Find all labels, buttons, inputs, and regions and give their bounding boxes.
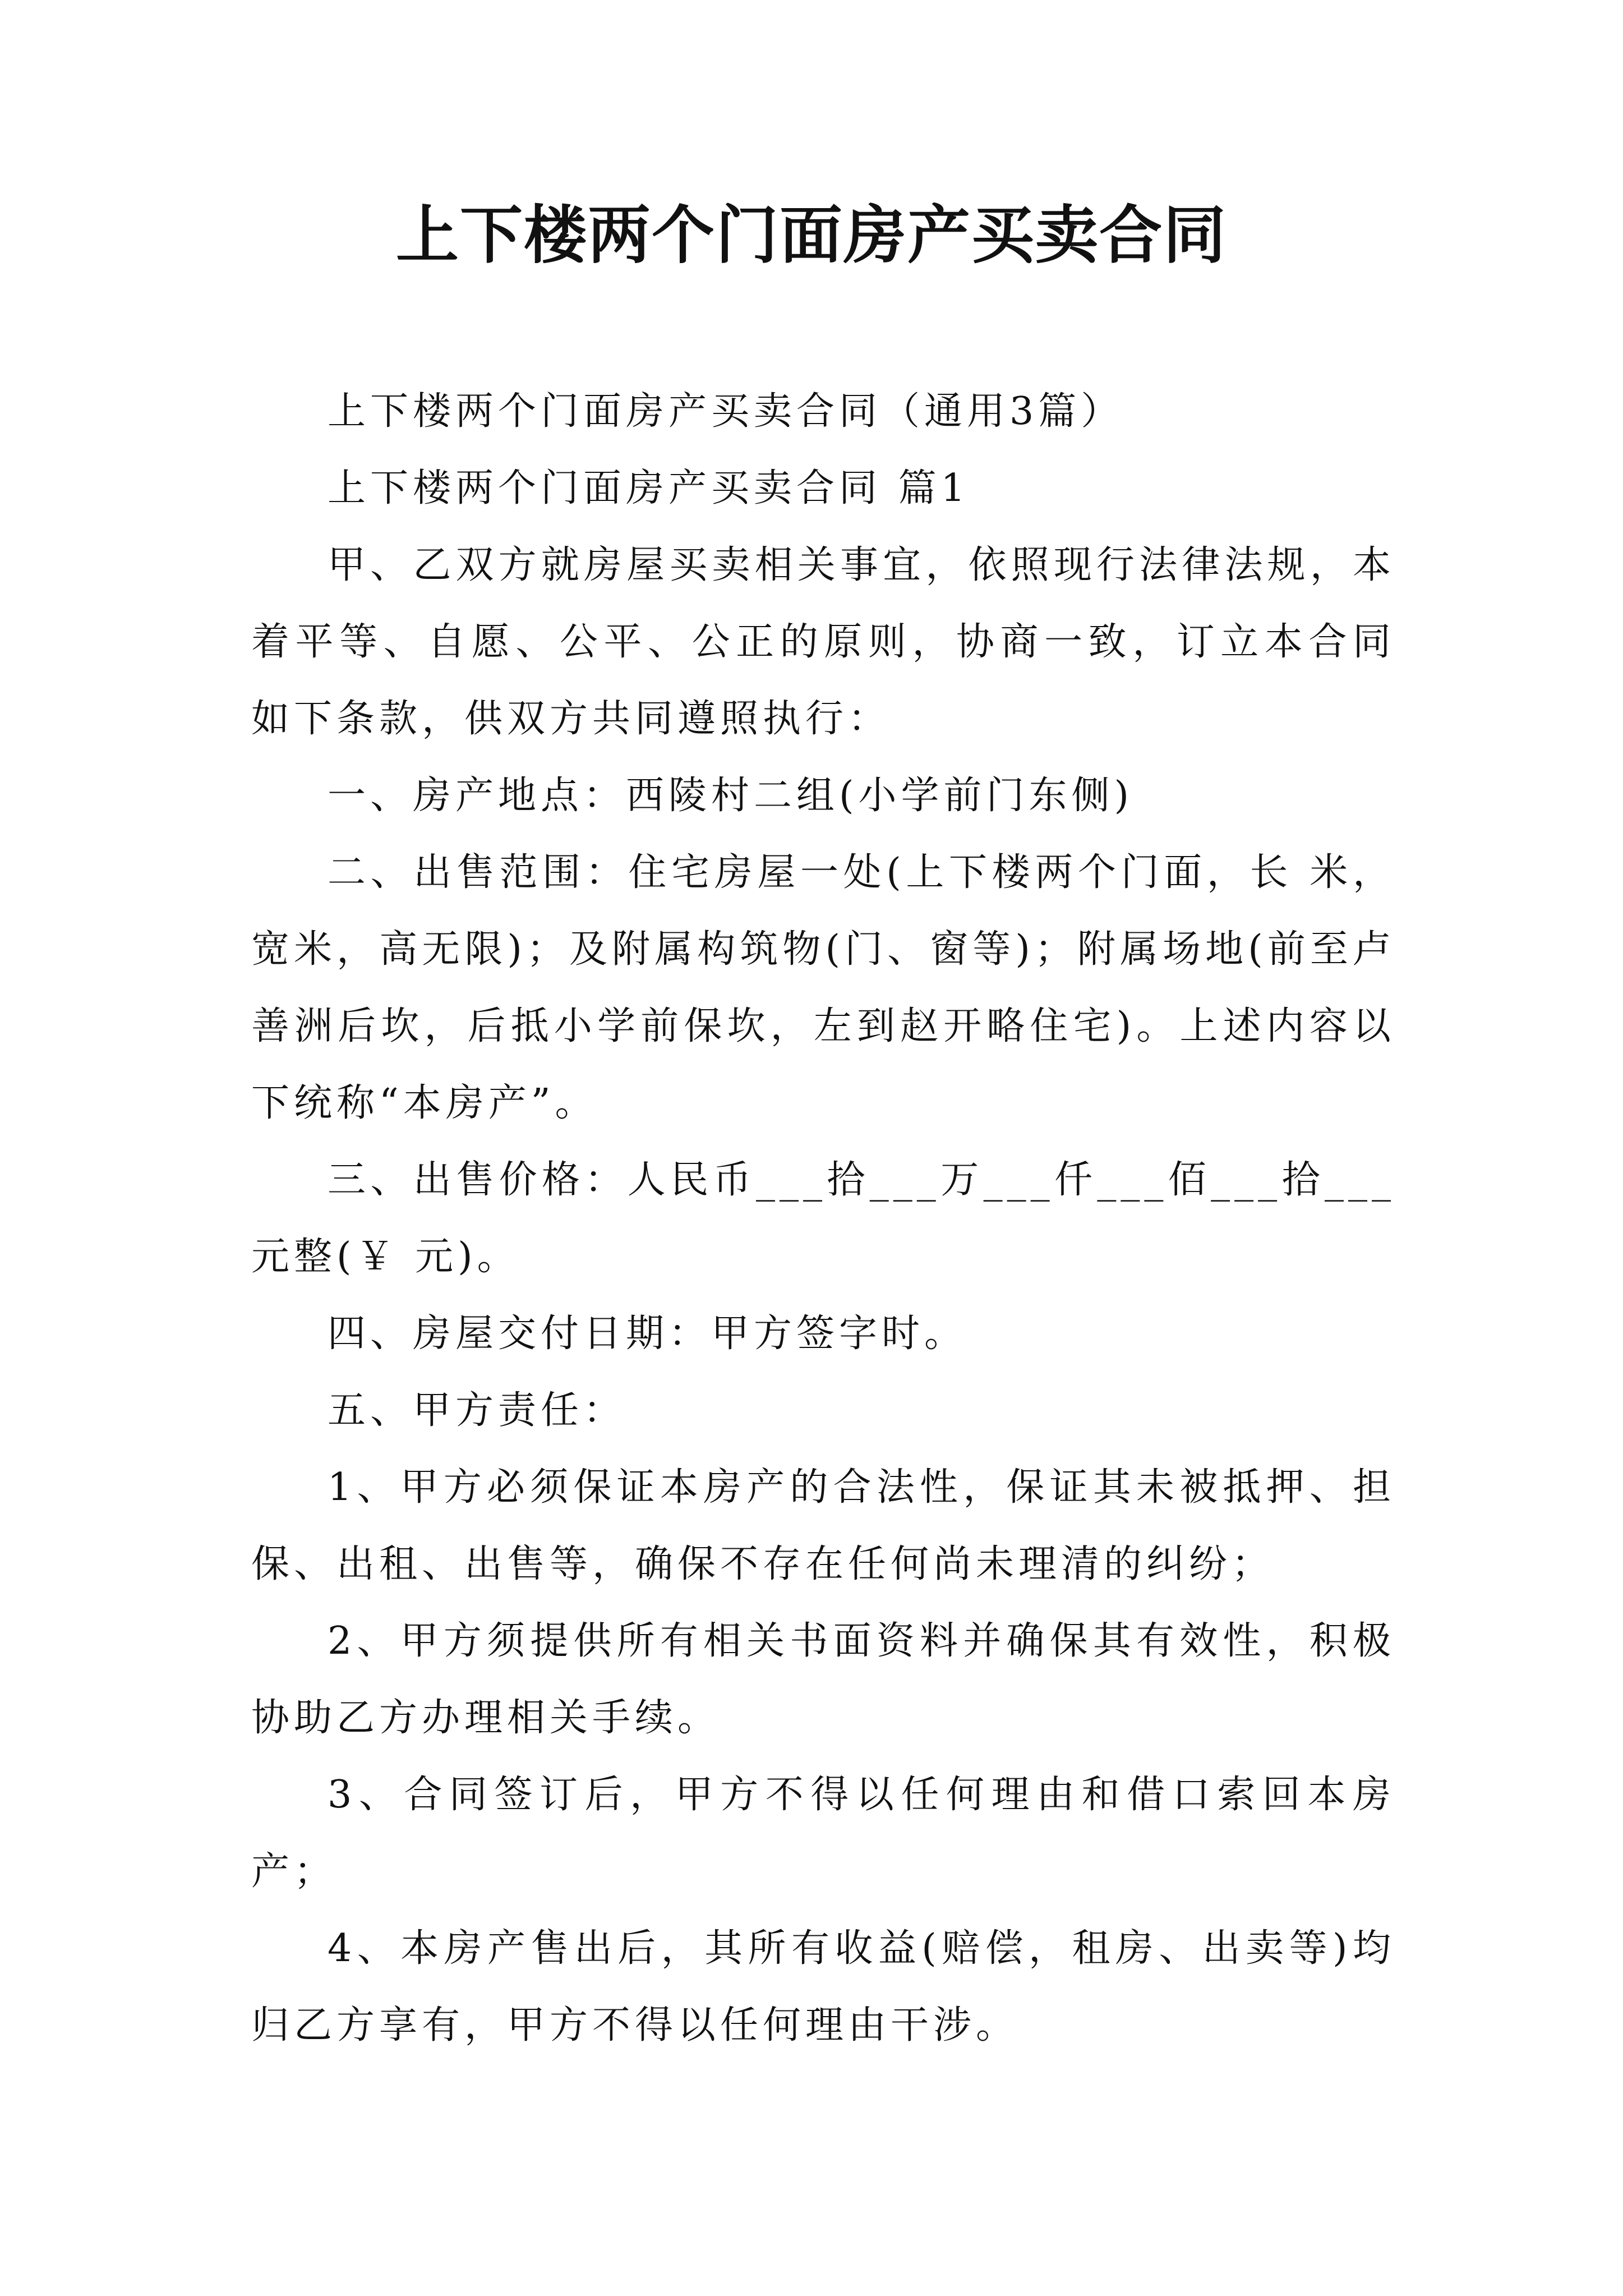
paragraph-clause-location: 一、房产地点：西陵村二组(小学前门东侧) — [328, 774, 1134, 818]
paragraph-duty-2: 2、甲方须提供所有相关书面资料并确保其有效性，积极协助乙方办理相关手续。 — [251, 1619, 1395, 1740]
document-body — [251, 373, 1395, 2064]
paragraph-clause-scope: 二、出售范围：住宅房屋一处(上下楼两个门面，长 米，宽米，高无限)；及附属构筑物(门、窗等)；附属场地(前至卢善洲后坎，后抵小学前保坎，左到赵开略住宅)。上述内容以下统称“本房产”。 — [251, 850, 1395, 1125]
paragraph-duty-4: 4、本房产售出后，其所有收益(赔偿，租房、出卖等)均归乙方享有，甲方不得以任何理由干涉。 — [251, 1926, 1395, 2047]
paragraph-section-heading: 上下楼两个门面房产买卖合同 篇1 — [328, 466, 970, 510]
paragraph-duty-3: 3、合同签订后，甲方不得以任何理由和借口索回本房产； — [251, 1773, 1395, 1894]
paragraph-duty-1: 1、甲方必须保证本房产的合法性，保证其未被抵押、担保、出租、出售等，确保不存在任何尚未理清的纠纷； — [251, 1465, 1395, 1586]
paragraph-clause-party-a-duties: 五、甲方责任： — [328, 1388, 626, 1433]
paragraph-preamble: 甲、乙双方就房屋买卖相关事宜，依照现行法律法规，本着平等、自愿、公平、公正的原则，协商一致，订立本合同如下条款，供双方共同遵照执行： — [251, 543, 1395, 741]
paragraph-subtitle: 上下楼两个门面房产买卖合同（通用3篇） — [328, 389, 1124, 434]
document-title: 上下楼两个门面房产买卖合同 — [396, 199, 1227, 272]
paragraph-clause-delivery-date: 四、房屋交付日期：甲方签字时。 — [328, 1312, 967, 1356]
paragraph-clause-price: 三、出售价格：人民币___拾___万___仟___佰___拾___元整(￥ 元)。 — [251, 1158, 1395, 1279]
